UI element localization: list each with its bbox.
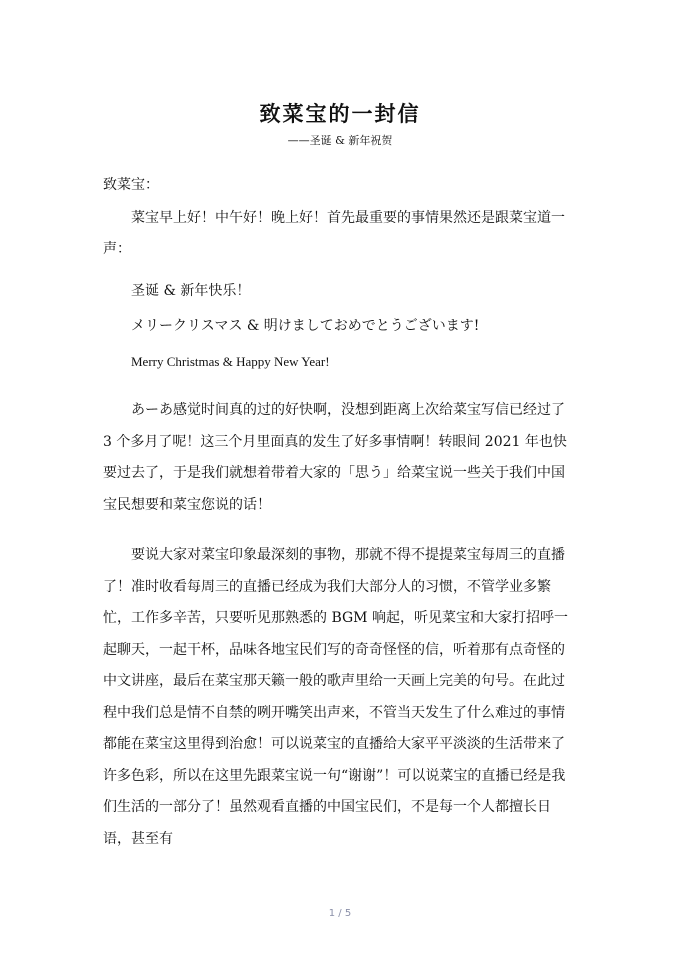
paragraph-time-flies: あーあ感觉时间真的过的好快啊，没想到距离上次给菜宝写信已经过了 3 个多月了呢！这三个月里面真的发生了好多事情啊！转眼间 2021 年也快要过去了，于是我们就想着带着大家的「思う」给菜宝说一些关于我们中国宝民想要和菜宝您说的话！ bbox=[103, 402, 567, 513]
letter-title: 致菜宝的一封信 bbox=[259, 101, 421, 126]
paragraph-livestream: 要说大家对菜宝印象最深刻的事物，那就不得不提提菜宝每周三的直播了！准时收看每周三的直播已经成为我们大部分人的习惯，不管学业多繁忙，工作多辛苦，只要听见那熟悉的 BGM 响起，听见菜宝和大家打招呼一起聊天，一起干杯，品味各地宝民们写的奇奇怪怪的信，听着那有点奇怪的中文讲座，最后在菜宝那天籁一般的歌声里给一天画上完美的句号。在此过程中我们总是情不自禁的咧开嘴笑出声来，不管当天发生了什么难过的事情都能在菜宝这里得到治愈！可以说菜宝的直播给大家平平淡淡的生活带来了许多色彩，所以在这里先跟菜宝说一句“谢谢”！可以说菜宝的直播已经是我们生活的一部分了！虽然观看直播的中国宝民们，不是每一个人都擅长日语，甚至有 bbox=[103, 547, 568, 847]
greeting-chinese: 圣诞 & 新年快乐！ bbox=[131, 283, 251, 299]
page-number: 1 / 5 bbox=[328, 908, 352, 919]
letter-subtitle: ——圣诞 & 新年祝贺 bbox=[287, 134, 393, 147]
salutation: 致菜宝： bbox=[103, 177, 159, 193]
greeting-japanese: メリークリスマス & 明けましておめでとうございます! bbox=[131, 318, 480, 334]
greeting-english: Merry Christmas & Happy New Year! bbox=[131, 354, 330, 369]
paragraph-opening: 菜宝早上好！中午好！晚上好！首先最重要的事情果然还是跟菜宝道一声： bbox=[103, 210, 565, 257]
